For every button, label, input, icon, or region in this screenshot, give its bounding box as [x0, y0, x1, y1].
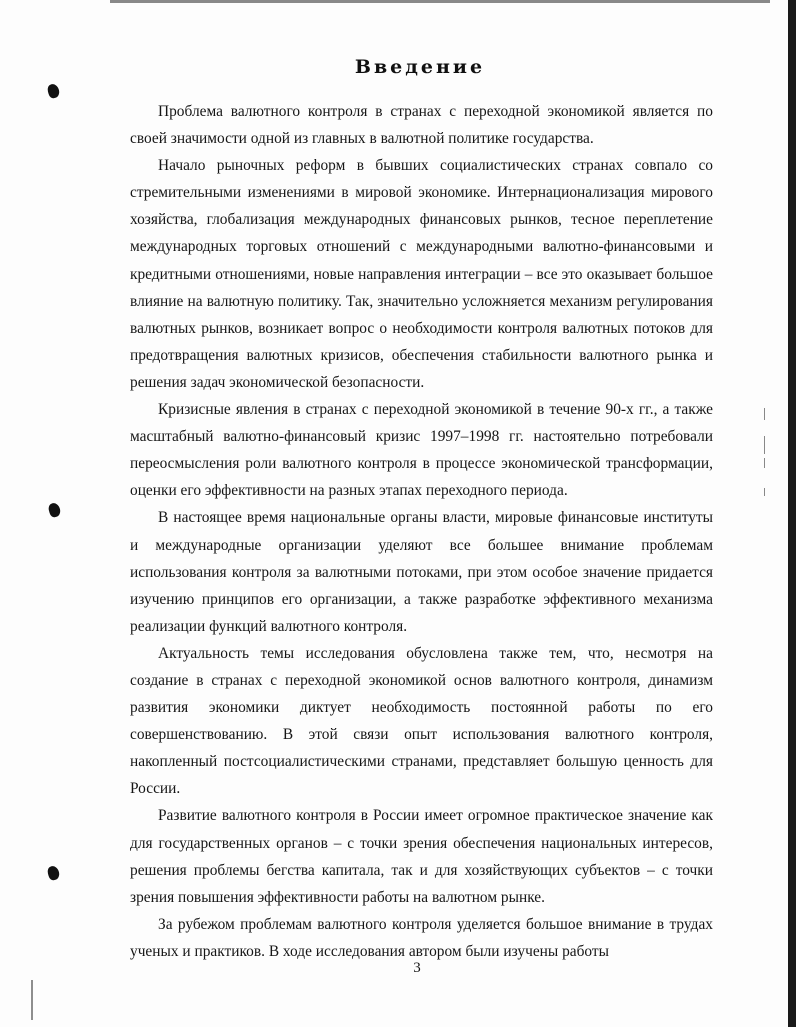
margin-artifact — [764, 436, 765, 454]
margin-artifact — [764, 488, 765, 496]
punch-hole-mark — [47, 502, 61, 518]
scan-top-edge — [110, 0, 770, 3]
paragraph: Кризисные явления в странах с переходной экономикой в течение 90-х гг., а также масштабный валютно-финансовый кризис 1997–1998 гг. настоятельно потребовали переосмысления роли валютного контроля в процессе экономической трансформации, оценки его эффективности на разных этапах переходного периода. — [130, 401, 713, 500]
scan-left-edge — [31, 980, 33, 1020]
body-text — [130, 98, 713, 965]
paragraph: Актуальность темы исследования обусловлена также тем, что, несмотря на создание в странах с переходной экономикой основ валютного контроля, динамизм развития экономики диктует необходимость постоянной работы по его совершенствованию. В этой связи опыт использования валютного контроля, накопленный постсоциалистическими странами, представляет большую ценность для России. — [130, 644, 713, 798]
punch-hole-mark — [46, 83, 60, 99]
margin-artifact — [764, 458, 765, 468]
punch-hole-mark — [46, 865, 60, 881]
page-title: Введение — [354, 56, 486, 78]
margin-artifact — [764, 408, 765, 420]
page-number: 3 — [413, 960, 421, 976]
paragraph: Проблема валютного контроля в странах с переходной экономикой является по своей значимости одной из главных в валютной политике государства. — [130, 103, 713, 148]
scan-right-edge — [788, 0, 796, 1027]
paragraph: Развитие валютного контроля в России имеет огромное практическое значение как для государственных органов – с точки зрения обеспечения национальных интересов, решения проблемы бегства капитала, так и для хозяйствующих субъектов – с точки зрения повышения эффективности работы на валютном рынке. — [130, 807, 713, 906]
paragraph: Начало рыночных реформ в бывших социалистических странах совпало со стремительными изменениями в мировой экономике. Интернационализация мирового хозяйства, глобализация международных финансовых рынков, тесное переплетение международных торговых отношений с международными валютно-финансовыми и кредитными отношениями, новые направления интеграции – все это оказывает большое влияние на валютную политику. Так, значительно усложняется механизм регулирования валютных рынков, возникает вопрос о необходимости контроля валютных потоков для предотвращения валютных кризисов, обеспечения стабильности валютного рынка и решения задач экономической безопасности. — [130, 157, 713, 391]
paragraph: В настоящее время национальные органы власти, мировые финансовые институты и международные организации уделяют все большее внимание проблемам использования контроля за валютными потоками, при этом особое значение придается изучению принципов его организации, а также разработке эффективного механизма реализации функций валютного контроля. — [130, 509, 713, 635]
paragraph: За рубежом проблемам валютного контроля уделяется большое внимание в трудах ученых и практиков. В ходе исследования автором были изучены работы — [130, 915, 713, 960]
